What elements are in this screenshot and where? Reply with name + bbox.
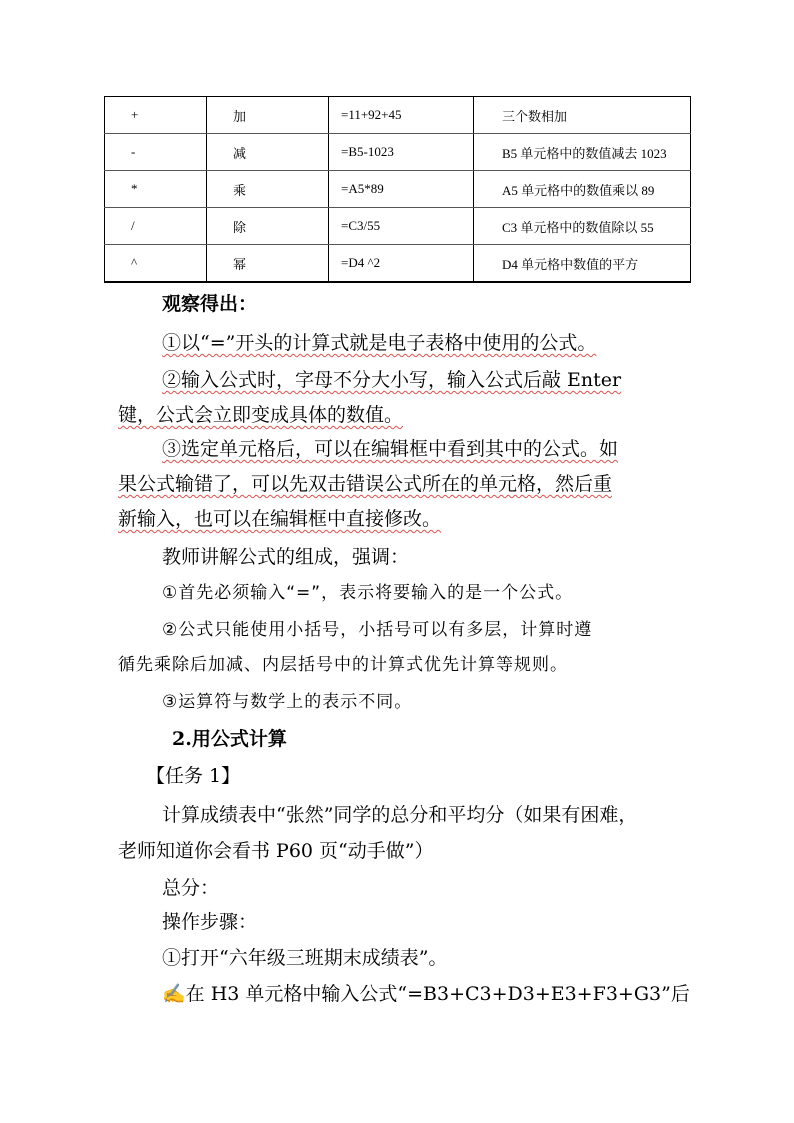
operator-description: A5 单元格中的数值乘以 89 — [474, 171, 691, 208]
step-1: ①打开“六年级三班期末成绩表”。 — [162, 947, 448, 969]
operator-example: =11+92+45 — [329, 97, 474, 134]
operator-example: =B5-1023 — [329, 134, 474, 171]
operator-symbol: ^ — [105, 245, 207, 283]
operator-name: 加 — [207, 97, 329, 134]
step-2: ✍在 H3 单元格中输入公式“=B3+C3+D3+E3+F3+G3”后 — [162, 983, 690, 1005]
operator-description: 三个数相加 — [474, 97, 691, 134]
observe-point-3b-text: 果公式输错了，可以先双击错误公式所在的单元格，然后重 — [118, 473, 613, 495]
operator-description: B5 单元格中的数值减去 1023 — [474, 134, 691, 171]
steps-label: 操作步骤： — [162, 911, 258, 933]
observe-point-3-line-3 — [118, 507, 678, 531]
task-description-line-1: 计算成绩表中“张然”同学的总分和平均分（如果有困难， — [162, 804, 638, 826]
observe-point-2a-text: ②输入公式时，字母不分大小写，输入公式后敲 Enter — [162, 369, 622, 391]
observe-point-3a-text: ③选定单元格后，可以在编辑框中看到其中的公式。如 — [162, 438, 619, 460]
observe-point-3-line-1 — [162, 437, 722, 461]
teacher-point-2-line-2: 循先乘除后加减、内层括号中的计算式优先计算等规则。 — [118, 655, 568, 675]
task-label: 【任务 1】 — [146, 765, 241, 787]
observe-point-1 — [162, 331, 722, 355]
observe-point-3c-text: 新输入，也可以在编辑框中直接修改。 — [118, 508, 442, 530]
task-description-line-2: 老师知道你会看书 P60 页“动手做”） — [118, 840, 434, 862]
observe-point-2b-text: 键，公式会立即变成具体的数值。 — [118, 404, 404, 426]
operator-example: =A5*89 — [329, 171, 474, 208]
teacher-intro: 教师讲解公式的组成，强调： — [162, 546, 410, 568]
operator-symbol: + — [105, 97, 207, 134]
table-row — [105, 245, 691, 283]
section-heading: 2.用公式计算 — [172, 728, 287, 750]
operator-name: 减 — [207, 134, 329, 171]
observe-heading: 观察得出： — [162, 293, 258, 315]
teacher-point-2-line-1: ②公式只能使用小括号，小括号可以有多层，计算时遵 — [162, 620, 593, 640]
operator-description: D4 单元格中数值的平方 — [474, 245, 691, 283]
observe-point-3-line-2 — [118, 472, 678, 496]
table-row — [105, 97, 691, 134]
operator-symbol: - — [105, 134, 207, 171]
operator-name: 除 — [207, 208, 329, 245]
table-row — [105, 208, 691, 245]
operator-symbol: * — [105, 171, 207, 208]
operator-name: 幂 — [207, 245, 329, 283]
observe-point-1-text: ①以“=”开头的计算式就是电子表格中使用的公式。 — [162, 332, 597, 354]
operator-table — [104, 96, 691, 283]
operator-description: C3 单元格中的数值除以 55 — [474, 208, 691, 245]
table-row — [105, 171, 691, 208]
operator-example: =C3/55 — [329, 208, 474, 245]
operator-example: =D4 ^2 — [329, 245, 474, 283]
table-row — [105, 134, 691, 171]
teacher-point-1: ①首先必须输入“=”，表示将要输入的是一个公式。 — [162, 583, 574, 603]
observe-point-2-line-2 — [118, 403, 678, 427]
total-label: 总分： — [162, 877, 220, 899]
operator-name: 乘 — [207, 171, 329, 208]
operator-symbol: / — [105, 208, 207, 245]
teacher-point-3: ③运算符与数学上的表示不同。 — [162, 692, 413, 712]
observe-point-2-line-1 — [162, 368, 722, 392]
